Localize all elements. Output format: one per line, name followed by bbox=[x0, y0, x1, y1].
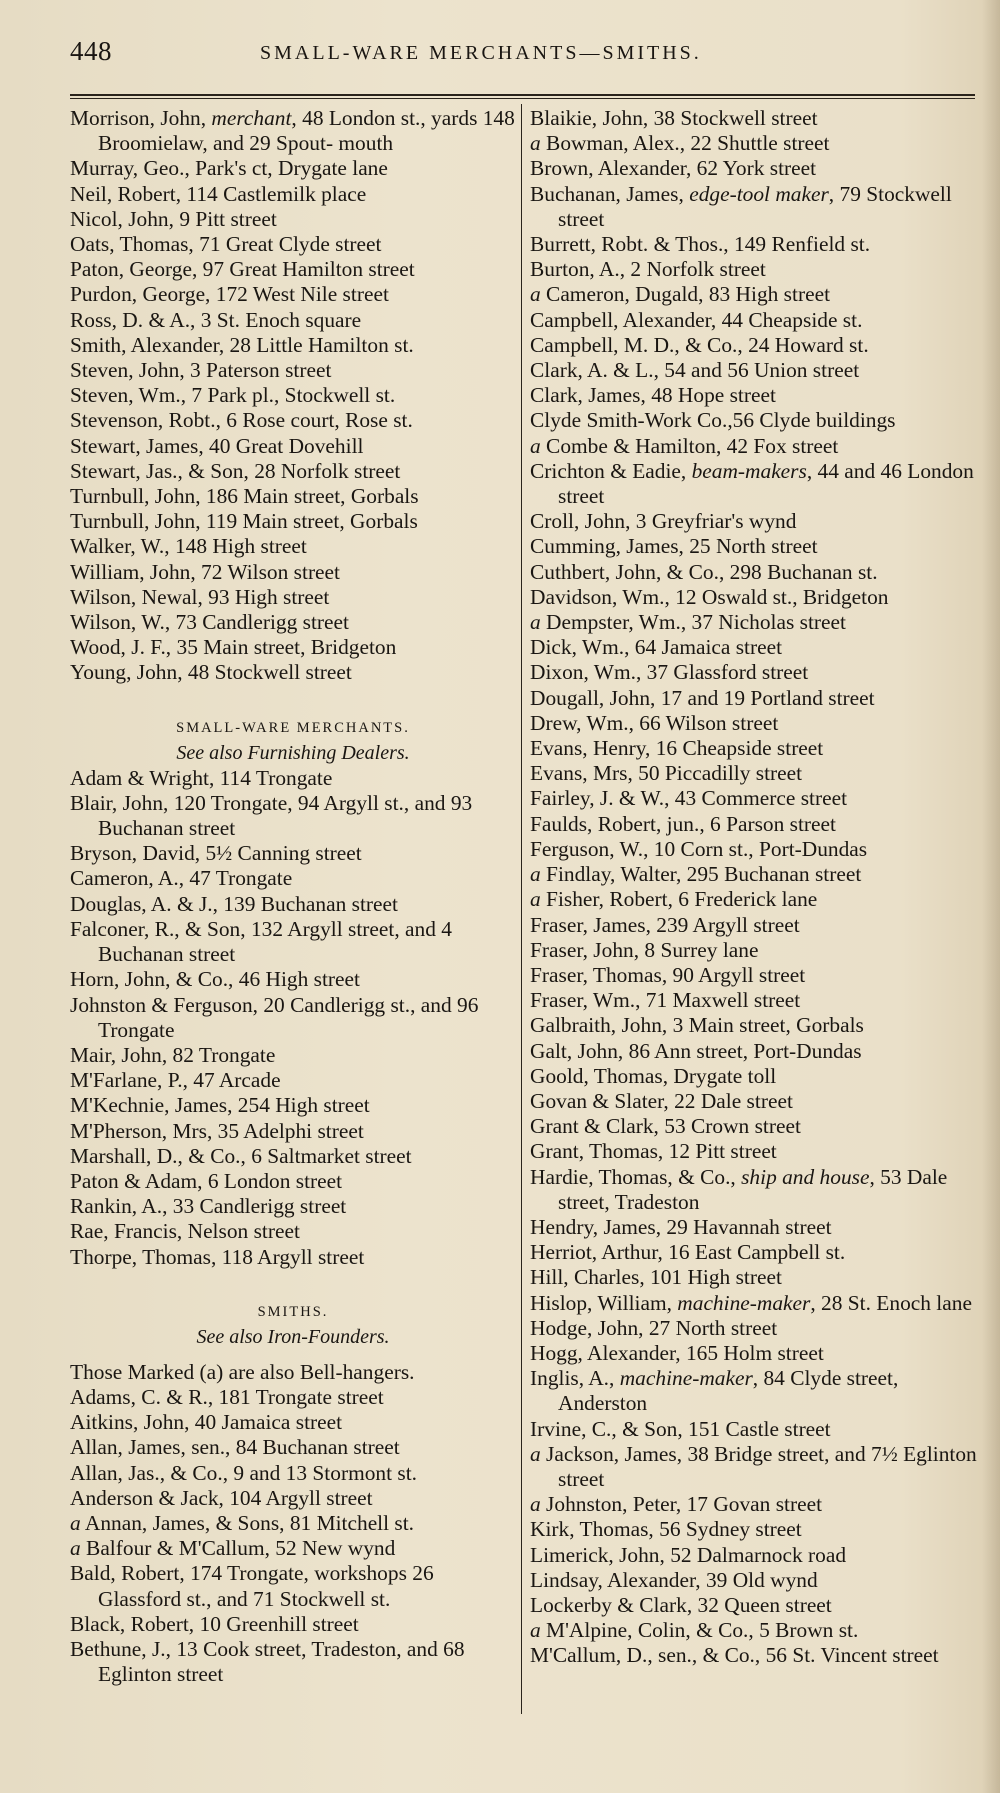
directory-entry: Dougall, John, 17 and 19 Portland street bbox=[530, 685, 875, 710]
directory-entry: Kirk, Thomas, 56 Sydney street bbox=[530, 1517, 802, 1542]
directory-entry: Hardie, Thomas, & Co., ship and house, 53 Dale street, Tradeston bbox=[530, 1164, 948, 1214]
directory-entry: Grant & Clark, 53 Crown street bbox=[530, 1114, 801, 1139]
directory-entry: a Combe & Hamilton, 42 Fox street bbox=[530, 433, 839, 458]
directory-entry: Walker, W., 148 High street bbox=[70, 534, 307, 559]
section-title-small-ware: SMALL-WARE MERCHANTS. bbox=[176, 719, 410, 736]
directory-entry: Hill, Charles, 101 High street bbox=[530, 1265, 782, 1290]
directory-entry: a Balfour & M'Callum, 52 New wynd bbox=[70, 1536, 396, 1561]
directory-entry: William, John, 72 Wilson street bbox=[70, 559, 340, 584]
see-also-iron-founders: See also Iron-Founders. bbox=[196, 1325, 390, 1348]
directory-entry: Croll, John, 3 Greyfriar's wynd bbox=[530, 509, 797, 534]
directory-entry: Neil, Robert, 114 Castlemilk place bbox=[70, 181, 367, 206]
directory-entry: M'Pherson, Mrs, 35 Adelphi street bbox=[70, 1118, 364, 1143]
directory-entry: Inglis, A., machine-maker, 84 Clyde street, Anderston bbox=[530, 1366, 899, 1416]
directory-entry: Evans, Mrs, 50 Piccadilly street bbox=[530, 761, 803, 786]
smiths-list-left bbox=[70, 1385, 516, 1687]
directory-entry: Campbell, M. D., & Co., 24 Howard st. bbox=[530, 332, 869, 357]
directory-entry: Morrison, John, merchant, 48 London st., yards 148 Broomielaw, and 29 Spout- mouth bbox=[70, 106, 515, 156]
directory-entry: Paton, George, 97 Great Hamilton street bbox=[70, 257, 415, 282]
directory-entry: Limerick, John, 52 Dalmarnock road bbox=[530, 1542, 847, 1567]
directory-entry: Galbraith, John, 3 Main street, Gorbals bbox=[530, 1013, 864, 1038]
directory-entry: Paton & Adam, 6 London street bbox=[70, 1168, 343, 1193]
directory-entry: Faulds, Robert, jun., 6 Parson street bbox=[530, 811, 836, 836]
directory-entry: Drew, Wm., 66 Wilson street bbox=[530, 710, 779, 735]
directory-entry: Blaikie, John, 38 Stockwell street bbox=[530, 106, 818, 130]
directory-entry: Nicol, John, 9 Pitt street bbox=[70, 206, 277, 231]
directory-entry: Hogg, Alexander, 165 Holm street bbox=[530, 1340, 824, 1365]
directory-entry: Galt, John, 86 Ann street, Port-Dundas bbox=[530, 1038, 862, 1063]
directory-entry: Cuthbert, John, & Co., 298 Buchanan st. bbox=[530, 559, 878, 584]
directory-entry: Purdon, George, 172 West Nile street bbox=[70, 282, 389, 307]
directory-entry: Buchanan, James, edge-tool maker, 79 Stockwell street bbox=[530, 181, 952, 231]
directory-entry: Irvine, C., & Son, 151 Castle street bbox=[530, 1416, 831, 1441]
page-edge-shadow bbox=[982, 0, 1000, 1793]
directory-entry: Lockerby & Clark, 32 Queen street bbox=[530, 1592, 832, 1617]
directory-entry: Burton, A., 2 Norfolk street bbox=[530, 257, 766, 282]
directory-entry: Wilson, W., 73 Candlerigg street bbox=[70, 610, 349, 635]
directory-entry: Turnbull, John, 186 Main street, Gorbals bbox=[70, 484, 419, 509]
column-divider bbox=[521, 104, 522, 1714]
directory-entry: Wood, J. F., 35 Main street, Bridgeton bbox=[70, 635, 397, 660]
directory-entry: Horn, John, & Co., 46 High street bbox=[70, 967, 360, 992]
directory-entry: Ross, D. & A., 3 St. Enoch square bbox=[70, 307, 362, 332]
directory-entry: Mair, John, 82 Trongate bbox=[70, 1042, 276, 1067]
header-rule-thin bbox=[70, 98, 975, 99]
page-number: 448 bbox=[70, 36, 112, 66]
smiths-list-right bbox=[530, 106, 978, 1669]
directory-entry: a Findlay, Walter, 295 Buchanan street bbox=[530, 862, 862, 887]
directory-entry: Clyde Smith-Work Co.,56 Clyde buildings bbox=[530, 408, 896, 433]
directory-entry: Black, Robert, 10 Greenhill street bbox=[70, 1611, 359, 1636]
directory-entry: Dick, Wm., 64 Jamaica street bbox=[530, 635, 783, 660]
directory-entry: M'Callum, D., sen., & Co., 56 St. Vincent street bbox=[530, 1643, 939, 1668]
directory-entry: Ferguson, W., 10 Corn st., Port-Dundas bbox=[530, 836, 868, 861]
small-ware-list bbox=[70, 766, 516, 1270]
directory-entry: Clark, A. & L., 54 and 56 Union street bbox=[530, 358, 860, 383]
directory-entry: Bryson, David, 5½ Canning street bbox=[70, 841, 362, 866]
section-title-smiths: SMITHS. bbox=[257, 1303, 329, 1320]
directory-entry: Brown, Alexander, 62 York street bbox=[530, 156, 817, 181]
directory-entry: Falconer, R., & Son, 132 Argyll street, and 4 Buchanan street bbox=[70, 916, 452, 967]
directory-entry: Cameron, A., 47 Trongate bbox=[70, 866, 293, 891]
directory-entry: a Dempster, Wm., 37 Nicholas street bbox=[530, 610, 846, 635]
bell-hangers-note: Those Marked (a) are also Bell-hangers. bbox=[70, 1359, 415, 1384]
directory-entry: Allan, James, sen., 84 Buchanan street bbox=[70, 1435, 400, 1460]
directory-entry: Lindsay, Alexander, 39 Old wynd bbox=[530, 1567, 818, 1592]
directory-entry: Steven, John, 3 Paterson street bbox=[70, 358, 332, 383]
directory-entry: Evans, Henry, 16 Cheapside street bbox=[530, 736, 824, 761]
directory-entry: Young, John, 48 Stockwell street bbox=[70, 660, 352, 685]
directory-entry: Burrett, Robt. & Thos., 149 Renfield st. bbox=[530, 232, 871, 257]
directory-entry: Bald, Robert, 174 Trongate, workshops 26 Glassford st., and 71 Stockwell st. bbox=[70, 1561, 434, 1611]
directory-entry: Steven, Wm., 7 Park pl., Stockwell st. bbox=[70, 383, 396, 408]
directory-entry: Turnbull, John, 119 Main street, Gorbals bbox=[70, 509, 418, 534]
directory-entry: a Fisher, Robert, 6 Frederick lane bbox=[530, 887, 818, 912]
directory-entry: Thorpe, Thomas, 118 Argyll street bbox=[70, 1244, 365, 1269]
directory-entry: Govan & Slater, 22 Dale street bbox=[530, 1088, 793, 1113]
directory-entry: Grant, Thomas, 12 Pitt street bbox=[530, 1139, 777, 1164]
directory-entry: Adams, C. & R., 181 Trongate street bbox=[70, 1384, 384, 1409]
directory-entry: Stevenson, Robt., 6 Rose court, Rose st. bbox=[70, 408, 413, 433]
directory-entry: Cumming, James, 25 North street bbox=[530, 534, 818, 559]
directory-entry: Hodge, John, 27 North street bbox=[530, 1315, 778, 1340]
directory-entry: Oats, Thomas, 71 Great Clyde street bbox=[70, 232, 382, 257]
directory-entry: Bethune, J., 13 Cook street, Tradeston, and 68 Eglinton street bbox=[70, 1636, 465, 1687]
directory-entry: Allan, Jas., & Co., 9 and 13 Stormont st. bbox=[70, 1460, 418, 1485]
directory-entry: Stewart, Jas., & Son, 28 Norfolk street bbox=[70, 458, 401, 483]
directory-entry: a Johnston, Peter, 17 Govan street bbox=[530, 1492, 823, 1517]
directory-entry: Fraser, James, 239 Argyll street bbox=[530, 912, 800, 937]
directory-entry: Davidson, Wm., 12 Oswald st., Bridgeton bbox=[530, 584, 889, 609]
directory-entry: a Cameron, Dugald, 83 High street bbox=[530, 282, 831, 307]
directory-entry: Anderson & Jack, 104 Argyll street bbox=[70, 1485, 373, 1510]
directory-entry: Douglas, A. & J., 139 Buchanan street bbox=[70, 891, 398, 916]
directory-entry: Fraser, Thomas, 90 Argyll street bbox=[530, 962, 806, 987]
directory-entry: Adam & Wright, 114 Trongate bbox=[70, 765, 333, 790]
directory-entry: Clark, James, 48 Hope street bbox=[530, 383, 776, 408]
directory-entry: Rankin, A., 33 Candlerigg street bbox=[70, 1194, 347, 1219]
directory-entry: Fraser, John, 8 Surrey lane bbox=[530, 937, 759, 962]
right-column bbox=[530, 106, 978, 1669]
directory-entry: a Annan, James, & Sons, 81 Mitchell st. bbox=[70, 1510, 415, 1535]
header-rule bbox=[70, 94, 975, 96]
left-column bbox=[70, 106, 516, 1687]
directory-entry: Hendry, James, 29 Havannah street bbox=[530, 1214, 832, 1239]
see-also-furnishing: See also Furnishing Dealers. bbox=[176, 741, 410, 764]
directory-entry: Goold, Thomas, Drygate toll bbox=[530, 1063, 777, 1088]
directory-entry: a Jackson, James, 38 Bridge street, and 7½ Eglinton street bbox=[530, 1441, 977, 1491]
directory-entry: Rae, Francis, Nelson street bbox=[70, 1219, 300, 1244]
page-header bbox=[70, 36, 970, 76]
directory-entry: Murray, Geo., Park's ct, Drygate lane bbox=[70, 156, 388, 181]
directory-entry: M'Kechnie, James, 254 High street bbox=[70, 1093, 370, 1118]
directory-entry: Fairley, J. & W., 43 Commerce street bbox=[530, 786, 848, 811]
directory-entry: Blair, John, 120 Trongate, 94 Argyll st., and 93 Buchanan street bbox=[70, 790, 473, 841]
directory-entry: Campbell, Alexander, 44 Cheapside st. bbox=[530, 307, 863, 332]
directory-entry: Herriot, Arthur, 16 East Campbell st. bbox=[530, 1240, 846, 1265]
directory-entry: Johnston & Ferguson, 20 Candlerigg st., and 96 Trongate bbox=[70, 992, 479, 1042]
running-head: SMALL-WARE MERCHANTS—SMITHS. bbox=[260, 42, 702, 64]
directory-entry: a Bowman, Alex., 22 Shuttle street bbox=[530, 131, 830, 156]
directory-entry: a M'Alpine, Colin, & Co., 5 Brown st. bbox=[530, 1618, 859, 1643]
directory-entry: Wilson, Newal, 93 High street bbox=[70, 584, 330, 609]
directory-entry: Hislop, William, machine-maker, 28 St. Enoch lane bbox=[530, 1290, 972, 1315]
continued-list bbox=[70, 106, 516, 686]
directory-entry: Aitkins, John, 40 Jamaica street bbox=[70, 1410, 343, 1435]
directory-entry: Crichton & Eadie, beam-makers, 44 and 46 London street bbox=[530, 458, 974, 509]
directory-entry: Marshall, D., & Co., 6 Saltmarket street bbox=[70, 1143, 412, 1168]
directory-entry: Smith, Alexander, 28 Little Hamilton st. bbox=[70, 332, 414, 357]
directory-entry: Stewart, James, 40 Great Dovehill bbox=[70, 433, 364, 458]
directory-entry: Fraser, Wm., 71 Maxwell street bbox=[530, 988, 801, 1013]
directory-entry: M'Farlane, P., 47 Arcade bbox=[70, 1068, 281, 1093]
directory-entry: Dixon, Wm., 37 Glassford street bbox=[530, 660, 809, 685]
